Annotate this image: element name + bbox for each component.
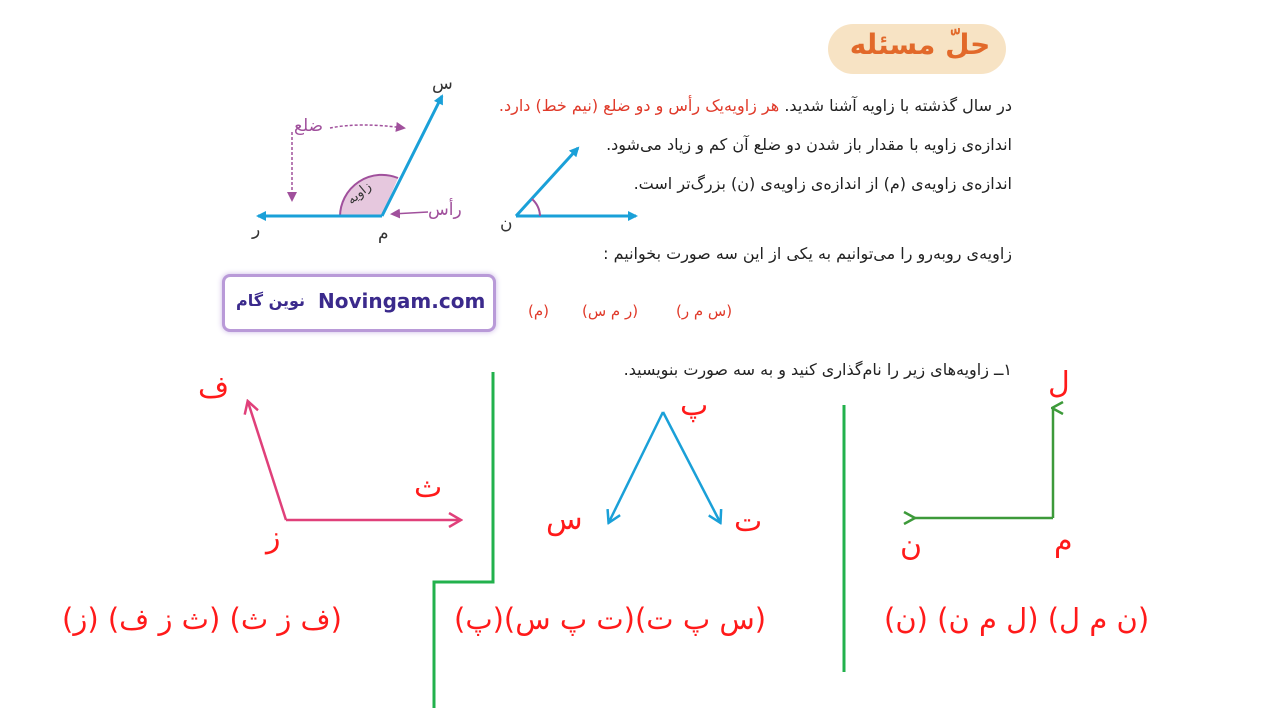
letter-p: پ [680,388,709,423]
reading-2: (ر م س) [582,302,639,320]
letter-th: ث [414,470,443,505]
intro-line-1-red: هر زاویه‌یک رأس و دو ضلع (نیم خط) دارد. [498,96,780,115]
page-title: حلّ مسئله [849,28,991,61]
label-point-s: س [432,74,453,94]
vertex-pointer [392,212,428,214]
letter-m: م [1054,524,1073,559]
answer-right: (ن م ل) (ل م ن) (ن) [884,602,1150,636]
answer-angle-right [914,408,1053,518]
reading-3: (م) [528,302,549,320]
letter-l: ل [1048,366,1070,401]
ray-zf [248,402,286,520]
brand-name: Novingam.com [318,289,486,313]
letter-s: س [546,502,583,537]
ray-pt [663,412,720,522]
divider-left [434,372,493,708]
label-vertex: رأس [428,200,462,220]
reading-1: (س م ر) [676,302,733,320]
label-point-r: ر [252,220,261,240]
letter-z: ز [266,520,281,555]
answer-middle: (س پ ت)(ت پ س)(پ) [454,602,767,636]
side-pointer-right [330,125,404,128]
letter-f: ف [198,370,230,405]
label-point-m: م [378,224,389,244]
intro-line-2: اندازه‌ی زاویه با مقدار باز شدن دو ضلع آن کم و زیاد می‌شود. [606,135,1012,154]
answer-left: (ف ز ث) (ث ز ف) (ز) [62,602,342,636]
label-angle: زاویه [344,179,375,208]
ray-n-diagonal [516,148,578,216]
intro-line-1-black: در سال گذشته با زاویه آشنا شدید. [784,96,1012,115]
answer-angle-middle [609,412,720,522]
exercise-instruction: ۱ــ زاویه‌های زیر را نام‌گذاری کنید و به سه صورت بنویسید. [623,360,1012,379]
intro-angle-n [516,148,636,216]
brand-fa: نوین گام [236,291,306,310]
letter-n: ن [900,528,923,563]
label-point-n: ن [500,214,513,234]
intro-line-3: اندازه‌ی زاویه‌ی (م) از اندازه‌ی زاویه‌ی (ن) بزرگ‌تر است. [633,174,1012,193]
letter-t: ت [734,504,763,539]
ray-ps [609,412,663,522]
intro-line-4: زاویه‌ی روبه‌رو را می‌توانیم به یکی از این سه صورت بخوانیم : [603,244,1012,263]
small-angle-arc [532,199,540,216]
label-side: ضلع [294,116,324,136]
ray-ms [382,96,442,216]
